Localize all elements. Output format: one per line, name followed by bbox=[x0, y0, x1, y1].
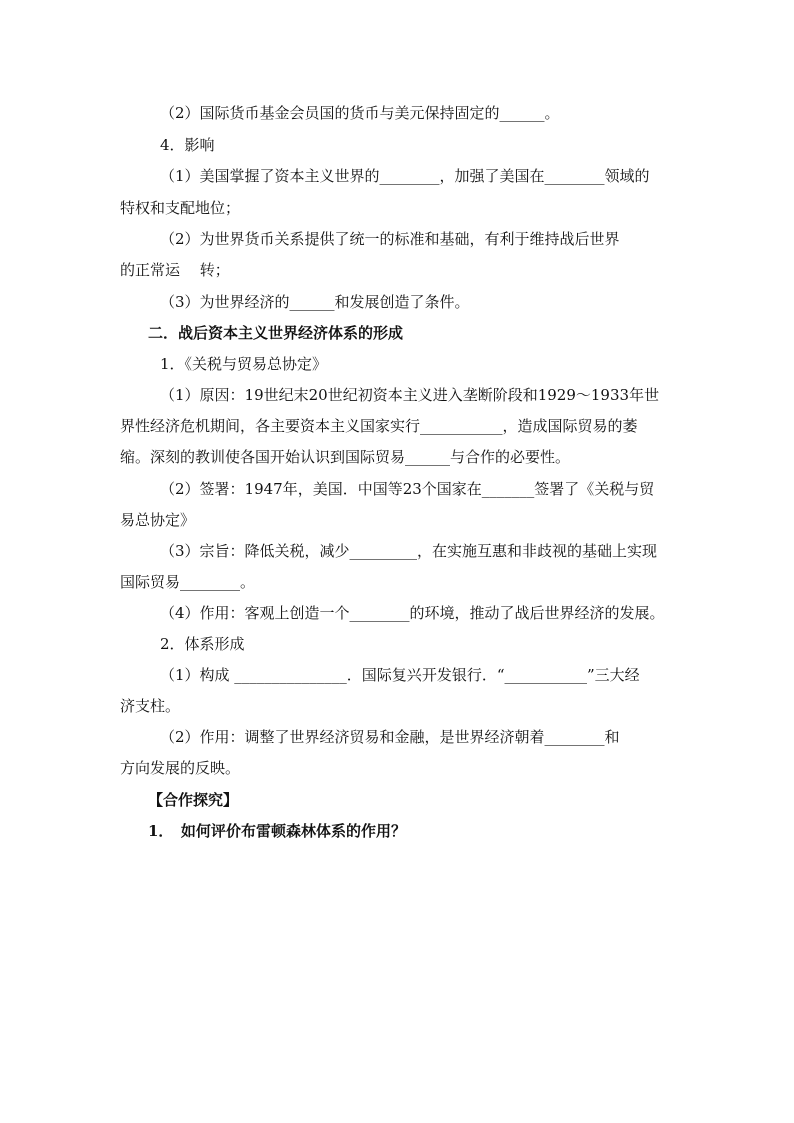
text-line: （4）作用：客观上创造一个________的环境，推动了战后世界经济的发展。 bbox=[160, 604, 665, 622]
text-line: 缩。深刻的教训使各国开始认识到国际贸易______与合作的必要性。 bbox=[120, 448, 571, 466]
section-heading: 2．体系形成 bbox=[160, 635, 245, 653]
text-line: 济支柱。 bbox=[120, 697, 181, 715]
text-line: （1）美国掌握了资本主义世界的________，加强了美国在________领域的 bbox=[160, 167, 650, 185]
text-line: 国际贸易________。 bbox=[120, 573, 256, 591]
section-title: 二．战后资本主义世界经济体系的形成 bbox=[148, 324, 404, 342]
section-heading: 1．《关税与贸易总协定》 bbox=[160, 355, 328, 373]
text-line: 方向发展的反映。 bbox=[120, 759, 241, 777]
text-line: 界性经济危机期间，各主要资本主义国家实行___________，造成国际贸易的萎 bbox=[120, 417, 638, 435]
text-line: （2）签署：1947年，美国．中国等23个国家在_______签署了《关税与贸 bbox=[160, 480, 655, 498]
section-heading: 4．影响 bbox=[160, 136, 215, 154]
text-line: （2）作用：调整了世界经济贸易和金融，是世界经济朝着________和 bbox=[160, 728, 620, 746]
text-line: 易总协定》 bbox=[120, 511, 196, 529]
question: 1． 如何评价布雷顿森林体系的作用？ bbox=[148, 822, 406, 840]
text-line: （2）国际货币基金会员国的货币与美元保持固定的______。 bbox=[160, 104, 560, 122]
text-line: （1）构成 _______________．国际复兴开发银行．“___________”三大经 bbox=[160, 666, 640, 684]
section-title: 【合作探究】 bbox=[148, 791, 239, 809]
text-line: 的正常运 转； bbox=[120, 261, 230, 279]
text-line: （1）原因：19世纪末20世纪初资本主义进入垄断阶段和1929～1933年世 bbox=[160, 386, 660, 404]
text-line: （3）为世界经济的______和发展创造了条件。 bbox=[160, 293, 470, 311]
text-line: （3）宗旨：降低关税，减少_________，在实施互惠和非歧视的基础上实现 bbox=[160, 542, 658, 560]
text-line: （2）为世界货币关系提供了统一的标准和基础，有利于维持战后世界 bbox=[160, 230, 620, 248]
text-line: 特权和支配地位； bbox=[120, 199, 241, 217]
